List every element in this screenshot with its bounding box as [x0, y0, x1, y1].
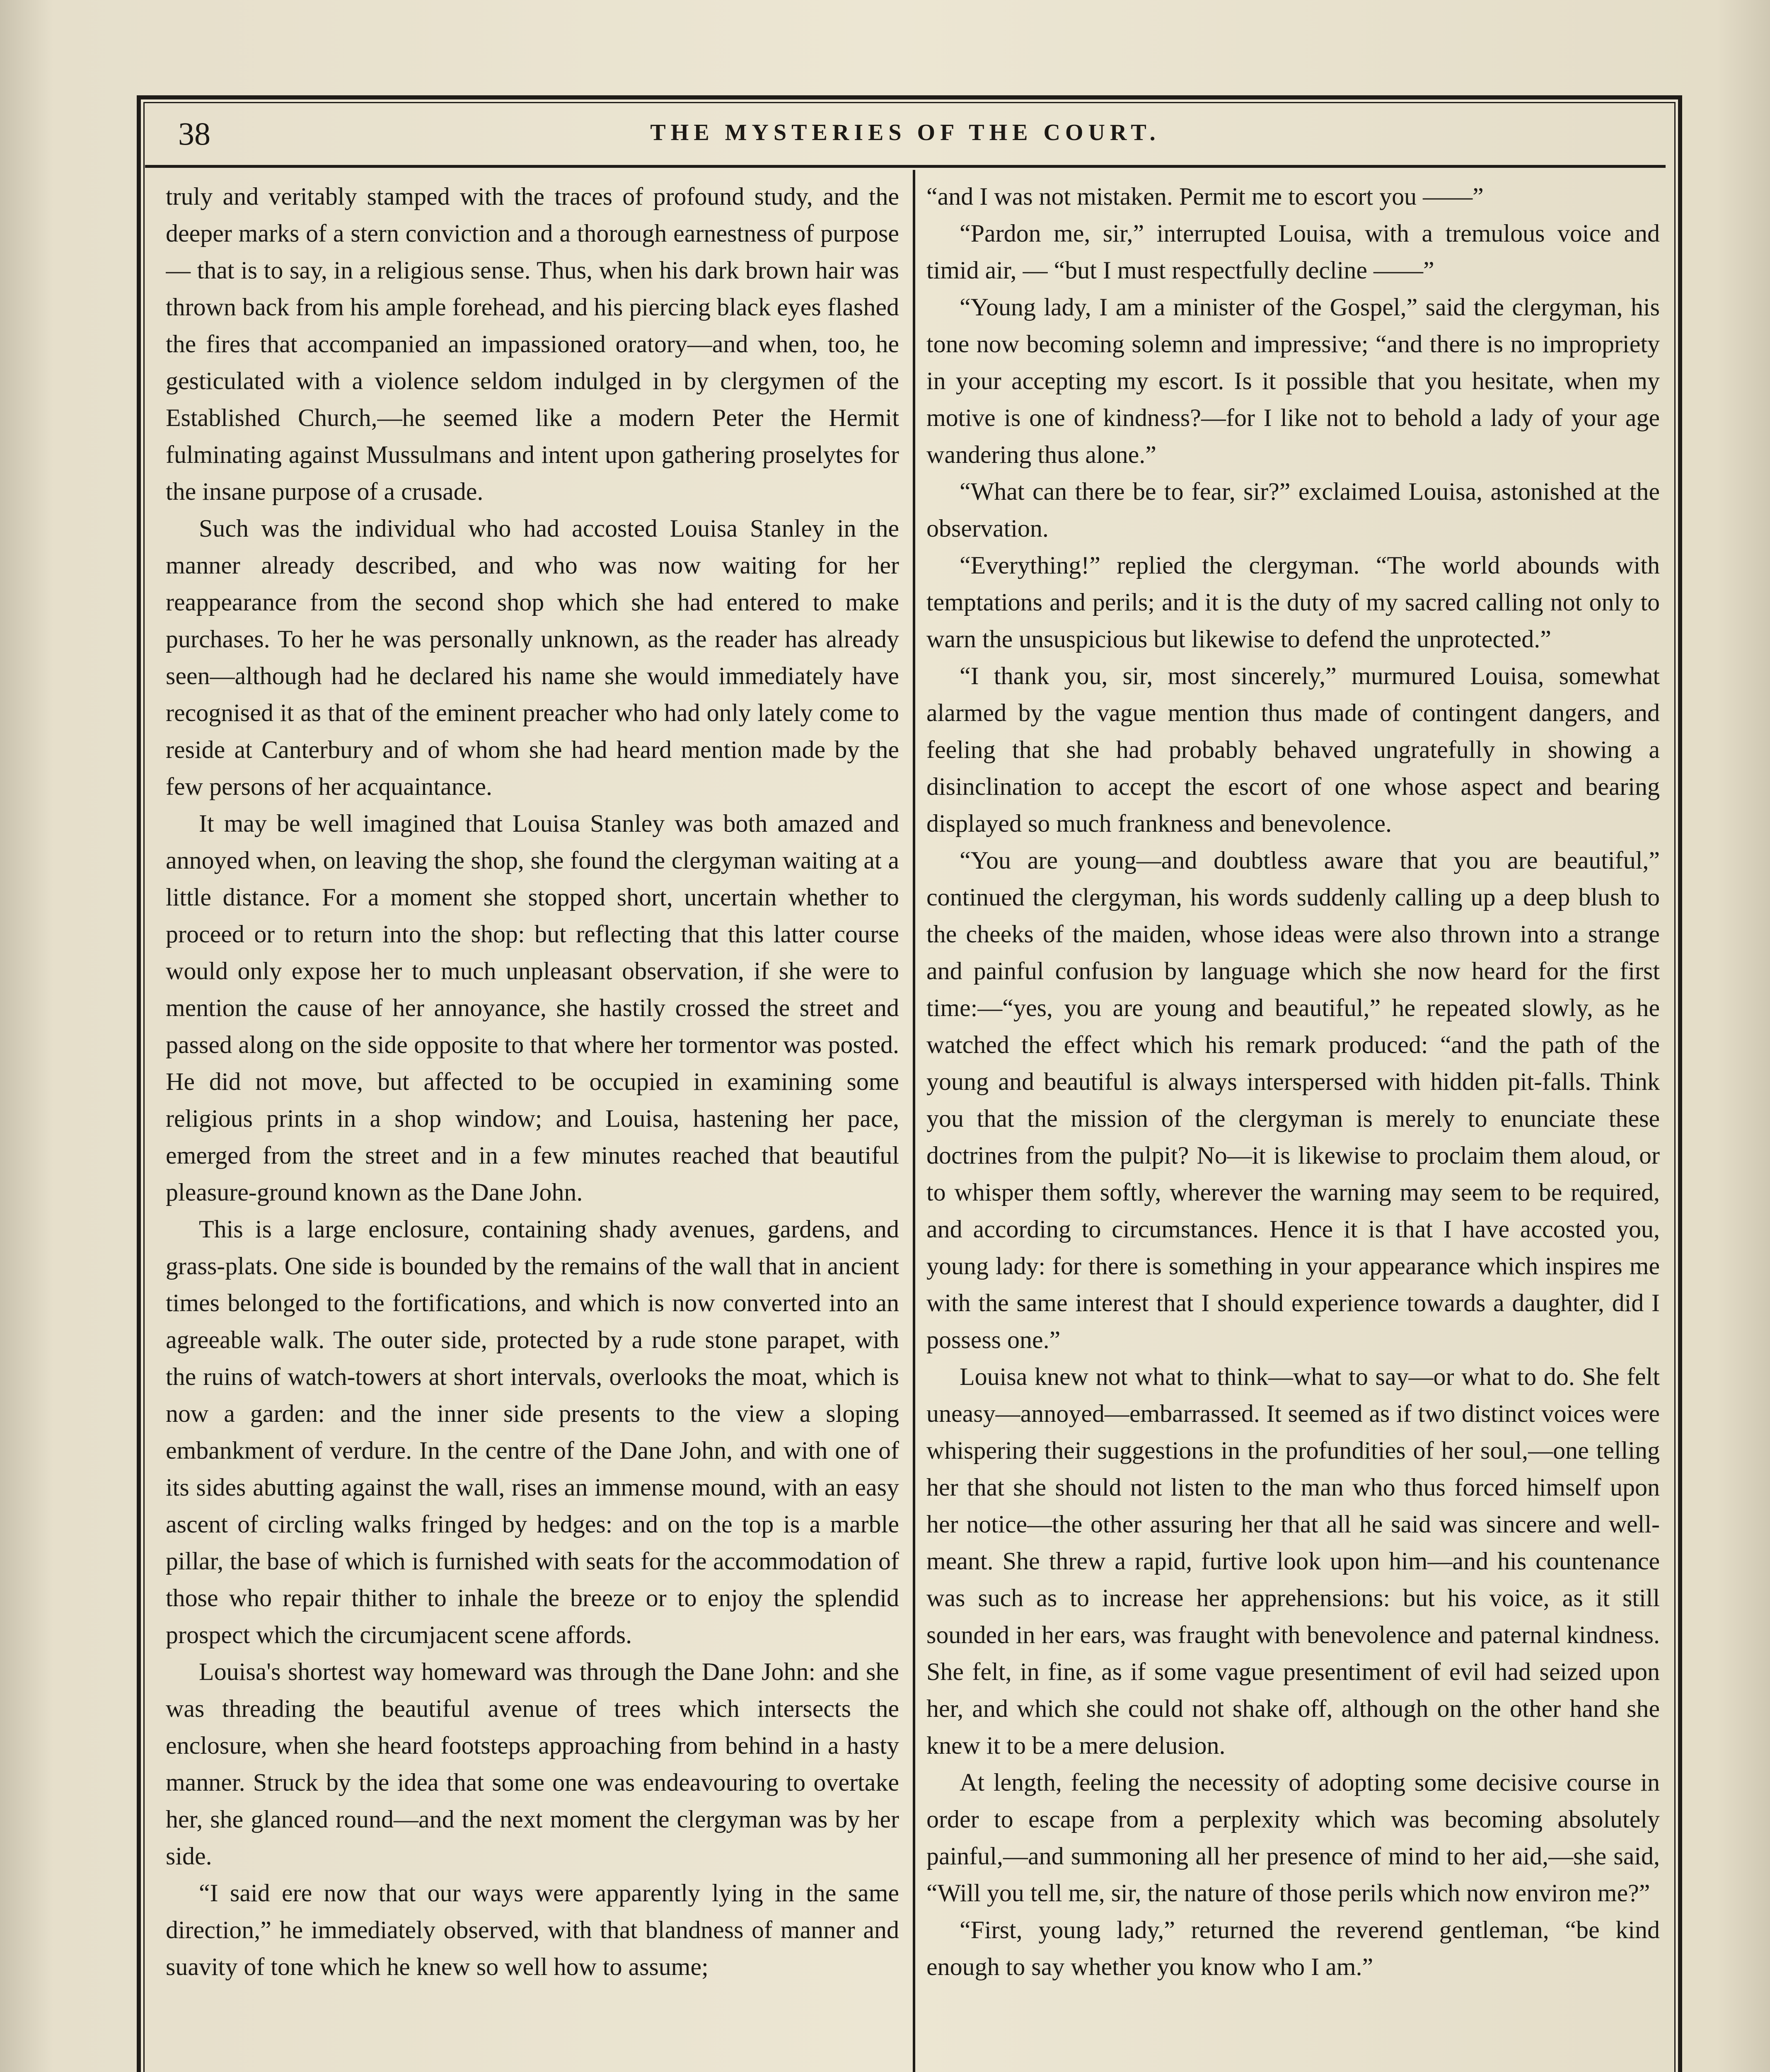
paragraph: “You are young—and doubtless aware that you are beautiful,” continued the clergyman, his words suddenly calling up a deep blush to the cheeks of the maiden, whose ideas were also thrown into a strange and painful confusion by language which she now heard for the first time:—“yes, you are young and beautiful,” he repeated slowly, as he watched the effect which his remark produced: “and the path of the young and beautiful is always interspersed with hidden pit-falls. Think you that the mission of the clergyman is merely to enunciate these doctrines from the pulpit? No—it is likewise to proclaim them aloud, or to whisper them softly, wherever the warning may seem to be required, and according to circumstances. Hence it is that I have accosted you, young lady: for there is something in your appearance which inspires me with the same interest that I should experience towards a daughter, did I possess one.”: [926, 847, 1660, 1353]
left-text-column: [166, 178, 899, 2072]
paragraph: Such was the individual who had accosted Louisa Stanley in the manner already described, and who was now waiting for her reappearance from the second shop which she had entered to make purchases. To her he was personally unknown, as the reader has already seen—although had he declared his name she would immediately have recognised it as that of the eminent preacher who had only lately come to reside at Canterbury and of whom she had heard mention made by the few persons of her acquaintance.: [166, 515, 899, 800]
running-header: [145, 103, 1666, 168]
running-title: THE MYSTERIES OF THE COURT.: [650, 120, 1161, 145]
paragraph: It may be well imagined that Louisa Stanley was both amazed and annoyed when, on leaving the shop, she found the clergyman waiting at a little distance. For a moment she stopped short, uncertain whether to proceed or to return into the shop: but reflecting that this latter course would only expose her to much unpleasant observation, if she were to mention the cause of her annoyance, she hastily crossed the street and passed along on the side opposite to that where her tormentor was posted. He did not move, but affected to be occupied in examining some religious prints in a shop window; and Louisa, hastening her pace, emerged from the street and in a few minutes reached that beautiful pleasure-ground known as the Dane John.: [166, 810, 899, 1206]
column-divider: [913, 170, 915, 2072]
paragraph: At length, feeling the necessity of adopting some decisive course in order to escape from a perplexity which was becoming absolutely painful,—and summoning all her presence of mind to her aid,—she said, “Will you tell me, sir, the nature of those perils which now environ me?”: [926, 1769, 1660, 1907]
paragraph: “What can there be to fear, sir?” exclaimed Louisa, astonished at the observation.: [926, 478, 1660, 542]
paragraph: “I thank you, sir, most sincerely,” murmured Louisa, somewhat alarmed by the vague mention thus made of contingent dangers, and feeling that she had probably behaved ungratefully in showing a disinclination to accept the escort of one whose aspect and bearing displayed so much frankness and benevolence.: [926, 662, 1660, 837]
paragraph: “Young lady, I am a minister of the Gospel,” said the clergyman, his tone now becoming solemn and impressive; “and there is no impropriety in your accepting my escort. Is it possible that you hesitate, when my motive is one of kindness?—for I like not to behold a lady of your age wandering thus alone.”: [926, 293, 1660, 468]
right-text-column: [926, 178, 1660, 2072]
paragraph: truly and veritably stamped with the traces of profound study, and the deeper marks of a stern conviction and a thorough earnestness of purpose — that is to say, in a religious sense. Thus, when his dark brown hair was thrown back from his ample forehead, and his piercing black eyes flashed the fires that accompanied an impassioned oratory—and when, too, he gesticulated with a violence seldom indulged in by clergymen of the Established Church,—he seemed like a modern Peter the Hermit fulminating against Mussulmans and intent upon gathering proselytes for the insane purpose of a crusade.: [166, 183, 899, 505]
paragraph: Louisa knew not what to think—what to say—or what to do. She felt uneasy—annoyed—embarrassed. It seemed as if two distinct voices were whispering their suggestions in the profundities of her soul,—one telling her that she should not listen to the man who thus forced himself upon her notice—the other assuring her that all he said was sincere and well-meant. She threw a rapid, furtive look upon him—and his countenance was such as to increase her apprehensions: but his voice, as it still sounded in her ears, was fraught with benevolence and paternal kindness. She felt, in fine, as if some vague presentiment of evil had seized upon her, and which she could not shake off, although on the other hand she knew it to be a mere delusion.: [926, 1363, 1660, 1759]
paragraph: “Everything!” replied the clergyman. “The world abounds with temptations and perils; and it is the duty of my sacred calling not only to warn the unsuspicious but likewise to defend the unprotected.”: [926, 552, 1660, 653]
paragraph: “and I was not mistaken. Permit me to escort you ——”: [926, 183, 1484, 210]
paragraph: Louisa's shortest way homeward was through the Dane John: and she was threading the beautiful avenue of trees which intersects the enclosure, when she heard footsteps approaching from behind in a hasty manner. Struck by the idea that some one was endeavouring to overtake her, she glanced round—and the next moment the clergyman was by her side.: [166, 1658, 899, 1870]
paragraph: “Pardon me, sir,” interrupted Louisa, with a tremulous voice and timid air, — “but I must respectfully decline ——”: [926, 220, 1660, 284]
paragraph: “I said ere now that our ways were apparently lying in the same direction,” he immediately observed, with that blandness of manner and suavity of tone which he knew so well how to assume;: [166, 1879, 899, 1980]
paragraph: “First, young lady,” returned the reverend gentleman, “be kind enough to say whether you know who I am.”: [926, 1916, 1660, 1980]
paragraph: This is a large enclosure, containing shady avenues, gardens, and grass-plats. One side is bounded by the remains of the wall that in ancient times belonged to the fortifications, and which is now converted into an agreeable walk. The outer side, protected by a rude stone parapet, with the ruins of watch-towers at short intervals, overlooks the moat, which is now a garden: and the inner side presents to the view a sloping embankment of verdure. In the centre of the Dane John, and with one of its sides abutting against the wall, rises an immense mound, with an easy ascent of circling walks fringed by hedges: and on the top is a marble pillar, the base of which is furnished with seats for the accommodation of those who repair thither to inhale the breeze or to enjoy the splendid prospect which the circumjacent scene affords.: [166, 1215, 899, 1648]
page-number: 38: [178, 116, 210, 152]
